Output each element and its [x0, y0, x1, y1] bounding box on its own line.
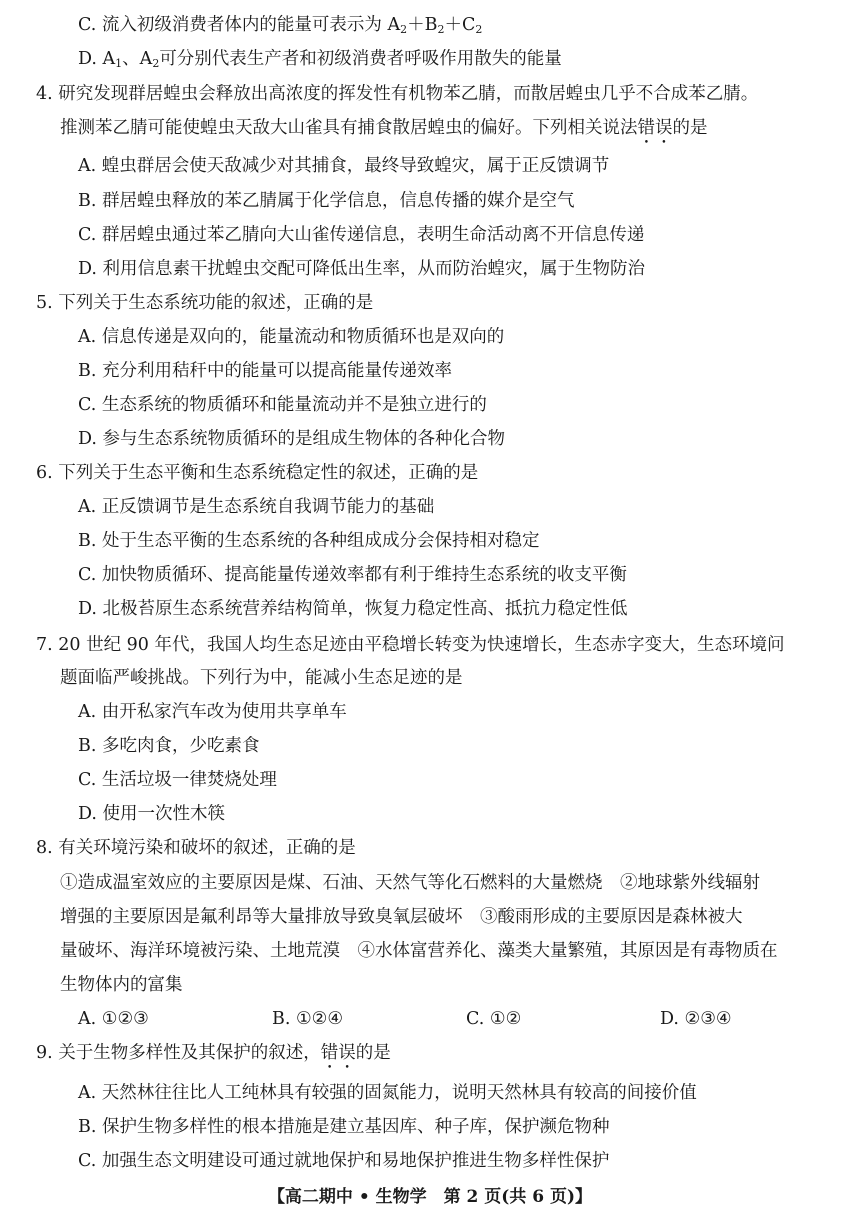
q8-body-line4: 生物体内的富集: [60, 975, 183, 995]
q8-option-d: D. ②③④: [660, 1009, 732, 1029]
q7-option-d: D. 使用一次性木筷: [78, 804, 226, 824]
q7-option-b: B. 多吃肉食，少吃素食: [78, 736, 260, 756]
q7-stem-line2: 题面临严峻挑战。下列行为中，能减小生态足迹的是: [60, 668, 463, 688]
q3-option-d: D. $A_1$、$A_2$可分别代表生产者和初级消费者呼吸作用散失的能量: [78, 49, 562, 70]
q4-stem-line2: 推测苯乙腈可能使蝗虫天敌大山雀具有捕食散居蝗虫的偏好。下列相关说法错误的是: [60, 118, 708, 138]
q3-option-c: C. 流入初级消费者体内的能量可表示为 $A_2+B_2+C_2$: [78, 15, 483, 36]
q8-option-b: B. ①②④: [272, 1009, 344, 1029]
q5-option-a: A. 信息传递是双向的，能量流动和物质循环也是双向的: [78, 327, 505, 347]
q8-body-line2: 增强的主要原因是氟利昂等大量排放导致臭氧层破坏 ③酸雨形成的主要原因是森林被大: [60, 907, 743, 927]
q8-stem: 8. 有关环境污染和破坏的叙述，正确的是: [36, 838, 356, 858]
q4-option-c: C. 群居蝗虫通过苯乙腈向大山雀传递信息，表明生命活动离不开信息传递: [78, 225, 645, 245]
emphasis-mark: 错误: [637, 118, 673, 138]
q4-option-b: B. 群居蝗虫释放的苯乙腈属于化学信息，信息传播的媒介是空气: [78, 191, 575, 211]
q7-option-a: A. 由开私家汽车改为使用共享单车: [78, 702, 347, 722]
q8-option-a: A. ①②③: [78, 1009, 149, 1029]
q6-option-c: C. 加快物质循环、提高能量传递效率都有利于维持生态系统的收支平衡: [78, 565, 627, 585]
q7-stem-line1: 7. 20 世纪 90 年代，我国人均生态足迹由平稳增长转变为快速增长，生态赤字变大，生态环境问: [36, 635, 785, 655]
page-footer: 【高二期中 • 生物学 第 2 页(共 6 页)】: [267, 1187, 593, 1207]
q5-option-b: B. 充分利用秸秆中的能量可以提高能量传递效率: [78, 361, 452, 381]
q4-stem-line1: 4. 研究发现群居蝗虫会释放出高浓度的挥发性有机物苯乙腈，而散居蝗虫几乎不合成苯乙腈。: [36, 84, 759, 104]
q4-option-a: A. 蝗虫群居会使天敌减少对其捕食，最终导致蝗灾，属于正反馈调节: [78, 156, 610, 176]
q6-option-a: A. 正反馈调节是生态系统自我调节能力的基础: [78, 497, 435, 517]
q8-option-c: C. ①②: [466, 1009, 522, 1029]
q5-option-c: C. 生态系统的物质循环和能量流动并不是独立进行的: [78, 395, 487, 415]
emphasis-mark: 错误: [320, 1043, 356, 1063]
q9-option-a: A. 天然林往往比人工纯林具有较强的固氮能力，说明天然林具有较高的间接价值: [78, 1083, 697, 1103]
q9-option-c: C. 加强生态文明建设可通过就地保护和易地保护推进生物多样性保护: [78, 1151, 610, 1171]
q5-option-d: D. 参与生态系统物质循环的是组成生物体的各种化合物: [78, 429, 506, 449]
q9-stem: 9. 关于生物多样性及其保护的叙述，错误的是: [36, 1043, 391, 1063]
q8-body-line1: ①造成温室效应的主要原因是煤、石油、天然气等化石燃料的大量燃烧 ②地球紫外线辐射: [60, 873, 760, 893]
q9-option-b: B. 保护生物多样性的根本措施是建立基因库、种子库，保护濒危物种: [78, 1117, 610, 1137]
q4-option-d: D. 利用信息素干扰蝗虫交配可降低出生率，从而防治蝗灾，属于生物防治: [78, 259, 646, 279]
q5-stem: 5. 下列关于生态系统功能的叙述，正确的是: [36, 293, 374, 313]
q8-body-line3: 量破坏、海洋环境被污染、土地荒漠 ④水体富营养化、藻类大量繁殖，其原因是有毒物质在: [60, 941, 778, 961]
q7-option-c: C. 生活垃圾一律焚烧处理: [78, 770, 277, 790]
q8-options: [0, 1004, 860, 1034]
q6-option-d: D. 北极苔原生态系统营养结构简单，恢复力稳定性高、抵抗力稳定性低: [78, 599, 628, 619]
q6-stem: 6. 下列关于生态平衡和生态系统稳定性的叙述，正确的是: [36, 463, 479, 483]
q6-option-b: B. 处于生态平衡的生态系统的各种组成成分会保持相对稳定: [78, 531, 540, 551]
